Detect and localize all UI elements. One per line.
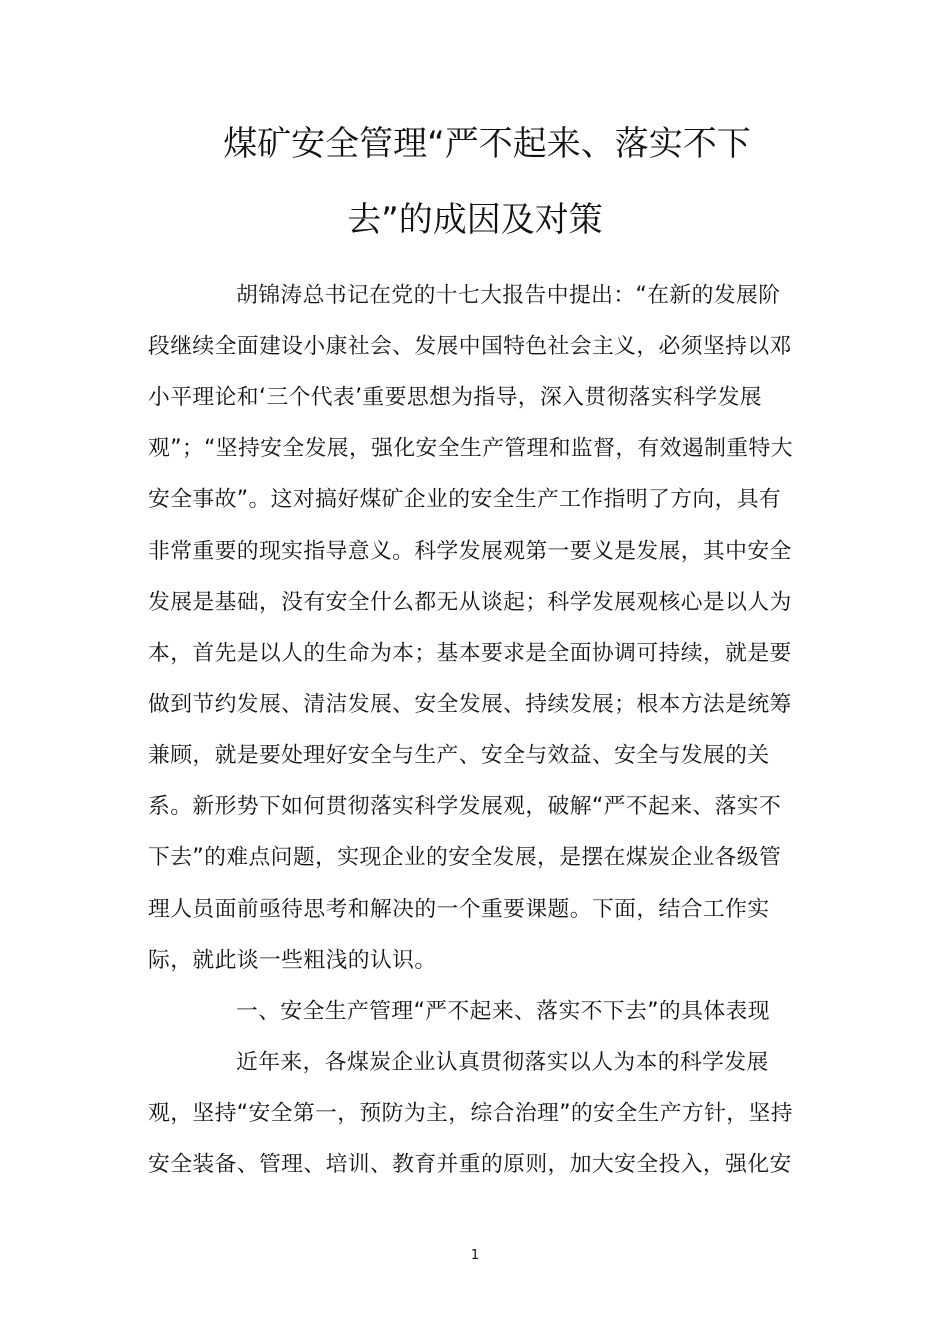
paragraph-line: 发展是基础，没有安全什么都无从谈起；科学发展观核心是以人为 <box>148 590 792 615</box>
paragraph-line: 本，首先是以人的生命为本；基本要求是全面协调可持续，就是要 <box>148 641 792 666</box>
paragraph-line: 兼顾，就是要处理好安全与生产、安全与效益、安全与发展的关 <box>148 743 770 768</box>
paragraph-line: 下去”的难点问题，实现企业的安全发展，是摆在煤炭企业各级管 <box>148 845 782 870</box>
paragraph-line: 理人员面前亟待思考和解决的一个重要课题。下面，结合工作实 <box>148 897 770 922</box>
paragraph-line: 段继续全面建设小康社会、发展中国特色社会主义，必须坚持以邓 <box>148 334 792 359</box>
paragraph-line: 做到节约发展、清洁发展、安全发展、持续发展；根本方法是统筹 <box>148 692 792 717</box>
document-title-line-2: 去”的成因及对策 <box>347 200 603 240</box>
paragraph-line: 安全装备、管理、培训、教育并重的原则，加大安全投入，强化安 <box>148 1152 792 1177</box>
paragraph-line: 小平理论和‘三个代表’重要思想为指导，深入贯彻落实科学发展 <box>148 385 762 410</box>
paragraph-line: 观”；“坚持安全发展，强化安全生产管理和监督，有效遏制重特大 <box>148 436 793 461</box>
paragraph-line: 胡锦涛总书记在党的十七大报告中提出：“在新的发展阶 <box>236 283 781 308</box>
paragraph-line: 观，坚持“安全第一，预防为主，综合治理”的安全生产方针，坚持 <box>148 1101 793 1126</box>
paragraph-line: 系。新形势下如何贯彻落实科学发展观，破解“严不起来、落实不 <box>148 794 782 819</box>
document-title-line-1: 煤矿安全管理“严不起来、落实不下 <box>223 124 751 164</box>
paragraph-line: 近年来，各煤炭企业认真贯彻落实以人为本的科学发展 <box>236 1050 769 1075</box>
page-number: 1 <box>470 1248 480 1263</box>
section-heading: 一、安全生产管理“严不起来、落实不下去”的具体表现 <box>236 999 770 1024</box>
paragraph-line: 安全事故”。这对搞好煤矿企业的安全生产工作指明了方向，具有 <box>148 487 782 512</box>
paragraph-line: 际，就此谈一些粗浅的认识。 <box>148 948 437 973</box>
paragraph-line: 非常重要的现实指导意义。科学发展观第一要义是发展，其中安全 <box>148 539 792 564</box>
